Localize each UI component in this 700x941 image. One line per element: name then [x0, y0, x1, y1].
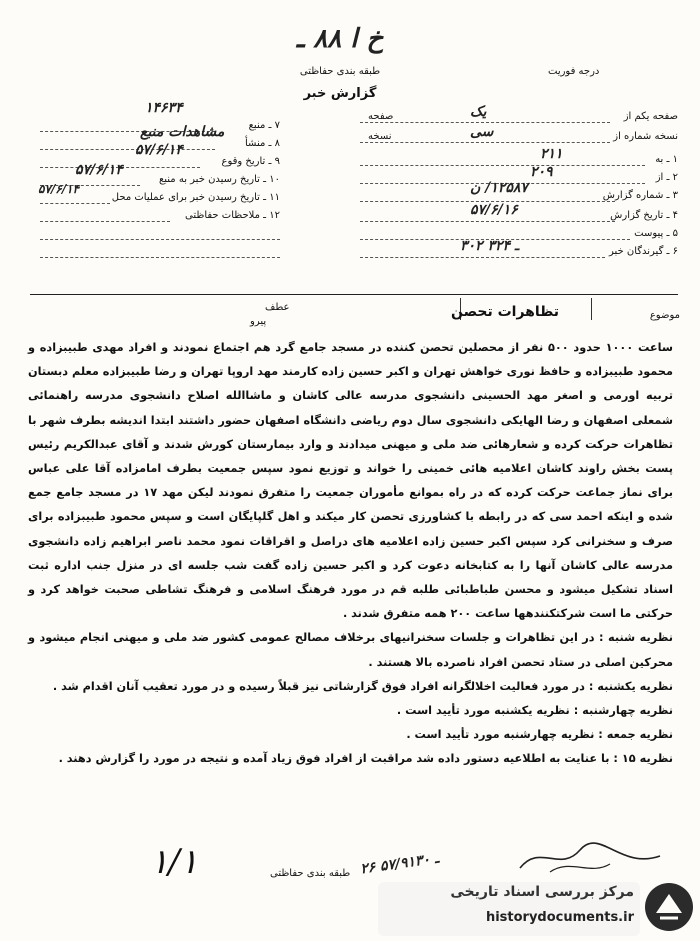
field-label-security-notes: ۱۲ ـ ملاحظات حفاظتی: [185, 210, 280, 221]
field-mid-page: صفحه: [368, 111, 394, 122]
field-value-copy: سی: [470, 124, 494, 140]
signature-scribble: [510, 838, 670, 878]
field-label-to: ۱ ـ به: [655, 154, 678, 165]
field-value-origin: مشاهدات منبع: [140, 124, 225, 140]
field-label-occurrence-date: ۹ ـ تاریخ وقوع: [221, 156, 280, 167]
reference-label: عطف: [265, 302, 290, 313]
field-label-operations-received-date: ۱۱ ـ تاریخ رسیدن خبر برای عملیات محل: [111, 192, 280, 203]
field-line-operations-received-date: [40, 203, 110, 204]
field-label-from: ۲ ـ از: [655, 172, 678, 183]
field-label-page: صفحه یکم از: [623, 111, 678, 122]
field-label-report-date: ۴ ـ تاریخ گزارش: [610, 210, 678, 221]
field-line-origin: [40, 149, 215, 150]
watermark-title: مرکز بررسی اسناد تاریخی: [450, 884, 634, 900]
field-mid-copy: نسخه: [368, 131, 392, 142]
field-value-operations-received-date: ۵۷/۶/۱۴: [38, 182, 79, 196]
field-label-source-received-date: ۱۰ ـ تاریخ رسیدن خبر به منبع: [158, 174, 280, 185]
field-line-security-notes-2: [40, 239, 280, 240]
field-line-security-notes-3: [40, 257, 280, 258]
subject-value: تظاهرات تحصن: [450, 304, 560, 320]
field-value-source-received-date: ۵۷/۶/۱۴: [75, 162, 123, 178]
field-line-page: [360, 122, 610, 123]
field-value-report-date: ۵۷/۶/۱۶: [470, 202, 518, 218]
field-line-report-date: [360, 221, 615, 222]
field-line-recipients: [360, 257, 605, 258]
field-label-source: ۷ ـ منبع: [248, 120, 280, 131]
page-number: ۱/۱: [150, 842, 198, 882]
field-line-security-notes: [40, 221, 170, 222]
field-value-from: ۲۰۹: [530, 164, 553, 180]
field-value-recipients: ۳۰۲ ـ ۳۲۴: [460, 238, 519, 254]
field-value-report-number: ۱۲۵۸۷/ ن: [470, 180, 528, 196]
field-line-copy: [360, 142, 610, 143]
watermark-url: historydocuments.ir: [485, 910, 634, 925]
archive-logo-icon: [642, 880, 696, 934]
classification-header-label: طبقه بندی حفاظتی: [299, 66, 381, 77]
report-title: گزارش خبر: [303, 86, 377, 101]
field-label-report-number: ۳ ـ شماره گزارش: [602, 190, 678, 201]
section-divider: [30, 294, 678, 295]
field-value-source: ۱۴۶۳۴: [145, 100, 183, 116]
field-label-copy: نسخه شماره از: [613, 131, 678, 142]
field-value-occurrence-date: ۵۷/۶/۱۴: [135, 142, 183, 158]
field-value-to: ۲۱۱: [540, 146, 563, 162]
footer-classification-label: طبقه بندی حفاظتی: [270, 868, 351, 879]
report-body-text: ساعت ۱۰۰۰ حدود ۵۰۰ نفر از محصلین تحصن کننده در مسجد جامع گرد هم اجتماع نمودند و افراد مهدی طبیبزاده و محمود طبیبزاده و حافظ نوری خواهش تهران و اکبر حسین زاده کارمند مهد اروپا تهران و رضا طبیبزاده معلم دبستان تربیه اورمی و اصغر مهد الحسینی دانشجوی مدرسه عالی کاشان و ماشاالله اصلاح دانشجوی مدرسه راهنمائی شمعلی اصفهان و رضا الهایکی دانشجوی سال دوم ریاضی دانشگاه اصفهان حضور داشتند ابتدا اندیشه بطرف شهر با تظاهرات حرکت کرده و شعارهائی ضد ملی و میهنی میدادند و وارد بیمارستان کورش شدند و آقای عبدالکریم رئیس پست بخش راوند کاشان اعلامیه هائی خمینی را خواند و توزیع نمود سپس جمعیت بطرف امامزاده آقا علی عباس برای نماز جماعت حرکت کرده که در راه بموانع مأموران جمعیت را متفرق نمودند لیکن مهد ۱۷ در مسجد جامع جمع شده و اینکه احمد سی که در رابطه با کشاورزی تحصن کار میکند و اهل گلپایگان است و سپس محمود طبیبزاده برای صرف و سخنرانی کرد سپس اکبر حسین زاده اعلامیه های دراصل و اقراقات نمود محمد ناصر ابراهیم زاده دانشجوی مدرسه عالی کاشان آنها را به کتابخانه دعوت کرد و اکبر حسین زاده گفت شب جلسه ای در منزل جنب اداره ثبت اسناد تشکیل میشود و محسن طباطبائی طلبه قم در مورد فرهنگ اسلامی و فرهنگ تشاطی صحبت خواهد کرد و حرکتی ما است شرکتکنندهها ساعت ۲۰۰ همه متفرق شدند . نظریه شنبه : در این تظاهرات و جلسات سخنرانیهای برخلاف مصالح عمومی کشور ضد ملی و میهنی انجام میشود و محرکین اصلی در ستاد تحصن افراد ناصرده بالا هستند . نظریه یکشنبه : در مورد فعالیت اخلالگرانه افراد فوق گزارشاتی نیز قبلاً رسیده و در مورد تعقیب آنان اقدام شد . نظریه چهارشنبه : نظریه یکشنبه مورد تأیید است . نظریه جمعه : نظریه چهارشنبه مورد تأیید است . نظریه ۱۵ : با عنایت به اطلاعیه دستور داده شد مراقبت از افراد فوق زیاد آمده و نتیجه در مورد را گزارش دهند .: [28, 341, 673, 766]
field-label-recipients: ۶ ـ گیرندگان خبر: [608, 246, 678, 257]
field-label-origin: ۸ ـ منشأ: [244, 138, 280, 149]
bottom-handwritten-numbers: ۲۶ ـ ۵۷/۹۱۳۰: [359, 850, 440, 878]
subject-label: موضوع: [649, 310, 680, 321]
field-value-page: یک: [470, 104, 487, 120]
top-stamp-mark: خ ا ۸۸ ـ: [296, 24, 384, 54]
classification-level-label: درجه فوریت: [548, 66, 600, 77]
field-label-attachment: ۵ ـ پیوست: [634, 228, 678, 239]
follow-up-label: پیرو: [250, 316, 267, 327]
field-line-to: [360, 165, 645, 166]
